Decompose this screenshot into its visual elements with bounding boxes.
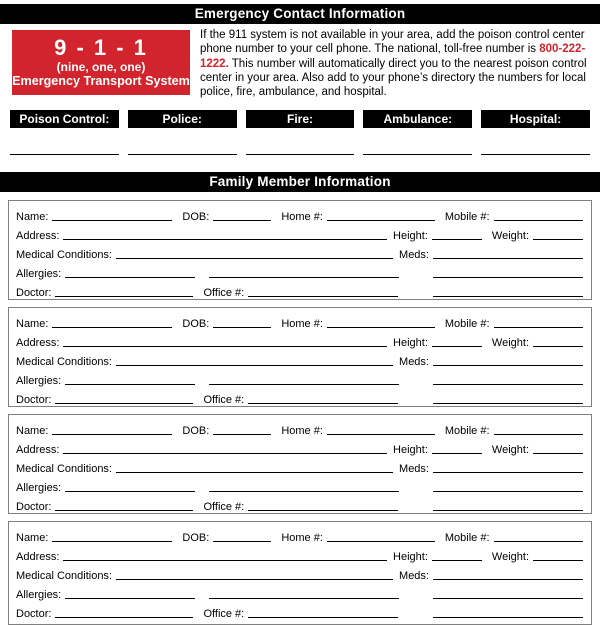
poison-control-instructions: [200, 28, 597, 99]
mobile-phone-field-line[interactable]: [494, 541, 583, 542]
contact-fill-lines-row: [10, 139, 590, 155]
height-label: Height:: [393, 230, 428, 242]
allergies-label: Allergies:: [16, 268, 62, 280]
office-phone-field-line[interactable]: [248, 403, 398, 404]
medical-conditions-label: Medical Conditions:: [16, 463, 112, 475]
mobile-phone-field-line[interactable]: [494, 434, 583, 435]
allergies-extra-line[interactable]: [209, 598, 399, 599]
doctor-label: Doctor:: [16, 394, 52, 406]
weight-label: Weight:: [491, 337, 529, 349]
member-row-medical: [16, 350, 583, 369]
member-row-doctor: [16, 495, 583, 514]
doctor-field-line[interactable]: [55, 296, 193, 297]
medical-conditions-label: Medical Conditions:: [16, 356, 112, 368]
dob-label: DOB:: [182, 211, 210, 223]
instructions-part2: This number will automatically direct you to the nearest poison control center in your area. Also add to your phone’s directory the numbers for local police, fire, ambulance, and hospital.: [200, 57, 587, 99]
office-phone-label: Office #:: [203, 608, 245, 620]
hospital-phone-line[interactable]: [481, 139, 590, 155]
home-phone-label: Home #:: [281, 211, 323, 223]
member-row-allergies: [16, 369, 583, 388]
name-label: Name:: [16, 318, 49, 330]
allergies-field-line[interactable]: [65, 491, 195, 492]
family-member-box-3: [8, 414, 592, 514]
member-row-doctor: [16, 281, 583, 300]
medical-conditions-label: Medical Conditions:: [16, 570, 112, 582]
dob-label: DOB:: [182, 532, 210, 544]
allergies-label: Allergies:: [16, 589, 62, 601]
home-phone-label: Home #:: [281, 425, 323, 437]
emergency-number-words: (nine, one, one): [56, 60, 146, 74]
contact-labels-row: [10, 110, 590, 128]
weight-field-line[interactable]: [533, 453, 583, 454]
meds-extra-line-2[interactable]: [433, 296, 583, 297]
doctor-label: Doctor:: [16, 608, 52, 620]
allergies-extra-line[interactable]: [209, 491, 399, 492]
name-label: Name:: [16, 532, 49, 544]
page-title: Emergency Contact Information: [0, 4, 600, 24]
contact-label-fire: Fire:: [246, 110, 355, 128]
name-field-line[interactable]: [52, 541, 172, 542]
ambulance-phone-line[interactable]: [363, 139, 472, 155]
meds-label: Meds:: [399, 463, 429, 475]
member-row-address: [16, 545, 583, 564]
weight-label: Weight:: [491, 551, 529, 563]
office-phone-field-line[interactable]: [248, 617, 398, 618]
dob-label: DOB:: [182, 318, 210, 330]
meds-label: Meds:: [399, 249, 429, 261]
member-row-address: [16, 438, 583, 457]
home-phone-field-line[interactable]: [327, 220, 435, 221]
home-phone-label: Home #:: [281, 532, 323, 544]
member-row-doctor: [16, 602, 583, 621]
allergies-field-line[interactable]: [65, 384, 195, 385]
mobile-phone-label: Mobile #:: [444, 318, 490, 330]
member-row-medical: [16, 564, 583, 583]
meds-field-line[interactable]: [433, 365, 583, 366]
home-phone-field-line[interactable]: [327, 434, 435, 435]
mobile-phone-field-line[interactable]: [494, 220, 583, 221]
meds-extra-line-1[interactable]: [433, 598, 583, 599]
weight-field-line[interactable]: [533, 560, 583, 561]
medical-conditions-field-line[interactable]: [116, 365, 393, 366]
dob-field-line[interactable]: [213, 220, 271, 221]
family-section-title: Family Member Information: [0, 172, 600, 192]
name-field-line[interactable]: [52, 220, 172, 221]
doctor-label: Doctor:: [16, 501, 52, 513]
member-row-medical: [16, 243, 583, 262]
member-row-name: [16, 312, 583, 331]
member-row-doctor: [16, 388, 583, 407]
meds-field-line[interactable]: [433, 579, 583, 580]
medical-conditions-field-line[interactable]: [116, 579, 393, 580]
member-row-name: [16, 526, 583, 545]
height-label: Height:: [393, 337, 428, 349]
dob-field-line[interactable]: [213, 327, 271, 328]
meds-extra-line-1[interactable]: [433, 491, 583, 492]
meds-extra-line-2[interactable]: [433, 617, 583, 618]
height-label: Height:: [393, 551, 428, 563]
allergies-label: Allergies:: [16, 375, 62, 387]
family-member-box-4: [8, 521, 592, 625]
mobile-phone-label: Mobile #:: [444, 532, 490, 544]
contact-label-hospital: Hospital:: [481, 110, 590, 128]
meds-label: Meds:: [399, 570, 429, 582]
office-phone-field-line[interactable]: [248, 296, 398, 297]
office-phone-label: Office #:: [203, 394, 245, 406]
medical-conditions-field-line[interactable]: [116, 472, 393, 473]
weight-field-line[interactable]: [533, 239, 583, 240]
address-field-line[interactable]: [63, 560, 387, 561]
name-label: Name:: [16, 211, 49, 223]
address-field-line[interactable]: [63, 346, 387, 347]
poison-control-phone-number: 800-222-1222.: [200, 43, 586, 70]
mobile-phone-label: Mobile #:: [444, 425, 490, 437]
office-phone-label: Office #:: [203, 287, 245, 299]
allergies-field-line[interactable]: [65, 277, 195, 278]
office-phone-field-line[interactable]: [248, 510, 398, 511]
allergies-extra-line[interactable]: [209, 384, 399, 385]
address-field-line[interactable]: [63, 453, 387, 454]
mobile-phone-field-line[interactable]: [494, 327, 583, 328]
contact-label-poison-control: Poison Control:: [10, 110, 119, 128]
address-label: Address:: [16, 551, 60, 563]
member-row-address: [16, 224, 583, 243]
allergies-field-line[interactable]: [65, 598, 195, 599]
doctor-label: Doctor:: [16, 287, 52, 299]
meds-extra-line-1[interactable]: [433, 384, 583, 385]
family-member-box-1: [8, 200, 592, 300]
name-field-line[interactable]: [52, 434, 172, 435]
meds-extra-line-1[interactable]: [433, 277, 583, 278]
name-field-line[interactable]: [52, 327, 172, 328]
instructions-part1: If the 911 system is not available in your area, add the poison control center phone number to your cell phone. The national, toll-free number is: [200, 29, 585, 56]
member-row-medical: [16, 457, 583, 476]
name-label: Name:: [16, 425, 49, 437]
weight-label: Weight:: [491, 230, 529, 242]
contact-label-ambulance: Ambulance:: [363, 110, 472, 128]
emergency-number: 9 - 1 - 1: [54, 35, 148, 60]
address-label: Address:: [16, 230, 60, 242]
dob-field-line[interactable]: [213, 434, 271, 435]
weight-label: Weight:: [491, 444, 529, 456]
office-phone-label: Office #:: [203, 501, 245, 513]
medical-conditions-label: Medical Conditions:: [16, 249, 112, 261]
member-row-address: [16, 331, 583, 350]
police-phone-line[interactable]: [128, 139, 237, 155]
member-row-allergies: [16, 476, 583, 495]
doctor-field-line[interactable]: [55, 617, 193, 618]
family-member-box-2: [8, 307, 592, 407]
meds-label: Meds:: [399, 356, 429, 368]
member-row-allergies: [16, 262, 583, 281]
height-field-line[interactable]: [432, 560, 482, 561]
height-field-line[interactable]: [432, 453, 482, 454]
contact-label-police: Police:: [128, 110, 237, 128]
dob-label: DOB:: [182, 425, 210, 437]
mobile-phone-label: Mobile #:: [444, 211, 490, 223]
doctor-field-line[interactable]: [55, 510, 193, 511]
allergies-label: Allergies:: [16, 482, 62, 494]
emergency-system-label: Emergency Transport System: [12, 74, 190, 88]
meds-field-line[interactable]: [433, 472, 583, 473]
meds-extra-line-2[interactable]: [433, 510, 583, 511]
dob-field-line[interactable]: [213, 541, 271, 542]
height-label: Height:: [393, 444, 428, 456]
member-row-allergies: [16, 583, 583, 602]
home-phone-label: Home #:: [281, 318, 323, 330]
medical-conditions-field-line[interactable]: [116, 258, 393, 259]
member-row-name: [16, 205, 583, 224]
member-row-name: [16, 419, 583, 438]
home-phone-field-line[interactable]: [327, 541, 435, 542]
home-phone-field-line[interactable]: [327, 327, 435, 328]
address-label: Address:: [16, 444, 60, 456]
address-field-line[interactable]: [63, 239, 387, 240]
meds-field-line[interactable]: [433, 258, 583, 259]
meds-extra-line-2[interactable]: [433, 403, 583, 404]
height-field-line[interactable]: [432, 239, 482, 240]
emergency-911-box: [12, 30, 190, 95]
fire-phone-line[interactable]: [246, 139, 355, 155]
allergies-extra-line[interactable]: [209, 277, 399, 278]
weight-field-line[interactable]: [533, 346, 583, 347]
address-label: Address:: [16, 337, 60, 349]
doctor-field-line[interactable]: [55, 403, 193, 404]
poison-control-phone-line[interactable]: [10, 139, 119, 155]
height-field-line[interactable]: [432, 346, 482, 347]
